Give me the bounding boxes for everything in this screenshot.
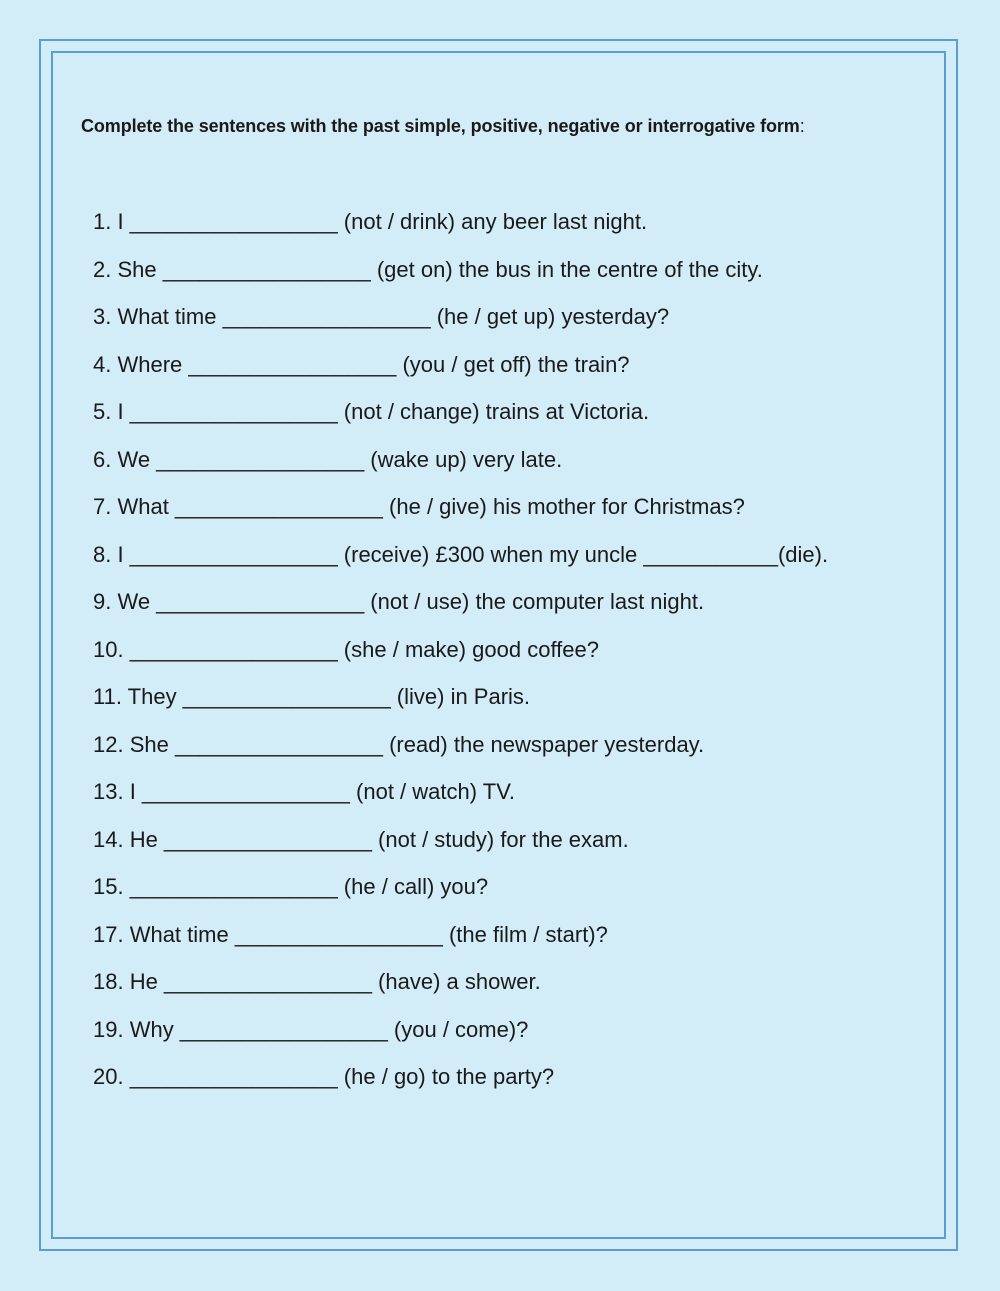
sentence-text: 2. She _________________ (get on) the bus in the centre of the city. <box>93 256 763 282</box>
sentence-text: 7. What _________________ (he / give) his mother for Christmas? <box>93 494 745 519</box>
sentence-text: 1. I _________________ (not / drink) any beer last night. <box>93 209 648 234</box>
instructions-colon: : <box>799 116 805 136</box>
sentence-text: 9. We _________________ (not / use) the computer last night. <box>93 589 705 614</box>
sentence-12 <box>93 727 933 775</box>
sentence-9 <box>93 584 933 632</box>
sentence-3 <box>93 299 933 347</box>
sentence-text: 17. What time _________________ (the film / start)? <box>93 921 608 947</box>
sentence-text: 13. I _________________ (not / watch) TV. <box>93 779 515 804</box>
sentence-text: 4. Where _________________ (you / get off) the train? <box>93 351 630 377</box>
sentence-text: 15. _________________ (he / call) you? <box>93 874 489 899</box>
sentence-list <box>93 204 933 1107</box>
sentence-text: 20. _________________ (he / go) to the party? <box>93 1064 555 1089</box>
sentence-20 <box>93 1059 933 1107</box>
sentence-8 <box>93 537 933 585</box>
sentence-2 <box>93 252 933 300</box>
sentence-19 <box>93 1012 933 1060</box>
sentence-11 <box>93 679 933 727</box>
sentence-text: 8. I _________________ (receive) £300 when my uncle ___________(die). <box>93 541 829 567</box>
sentence-text: 10. _________________ (she / make) good coffee? <box>93 636 599 662</box>
sentence-15 <box>93 869 933 917</box>
sentence-4 <box>93 347 933 395</box>
sentence-17 <box>93 917 933 965</box>
sentence-text: 14. He _________________ (not / study) for the exam. <box>93 826 629 852</box>
instructions <box>81 116 941 137</box>
sentence-text: 12. She _________________ (read) the newspaper yesterday. <box>93 731 705 757</box>
sentence-text: 6. We _________________ (wake up) very late. <box>93 446 563 472</box>
sentence-6 <box>93 442 933 490</box>
sentence-5 <box>93 394 933 442</box>
sentence-1 <box>93 204 933 252</box>
sentence-18 <box>93 964 933 1012</box>
sentence-text: 19. Why _________________ (you / come)? <box>93 1016 529 1042</box>
instructions-text: Complete the sentences with the past simple, positive, negative or interrogative form <box>81 116 800 136</box>
sentence-text: 11. They _________________ (live) in Paris. <box>93 684 531 709</box>
sentence-14 <box>93 822 933 870</box>
sentence-13 <box>93 774 933 822</box>
sentence-text: 3. What time _________________ (he / get up) yesterday? <box>93 304 670 329</box>
sentence-10 <box>93 632 933 680</box>
sentence-text: 18. He _________________ (have) a shower. <box>93 969 541 994</box>
sentence-7 <box>93 489 933 537</box>
sentence-text: 5. I _________________ (not / change) trains at Victoria. <box>93 399 650 424</box>
